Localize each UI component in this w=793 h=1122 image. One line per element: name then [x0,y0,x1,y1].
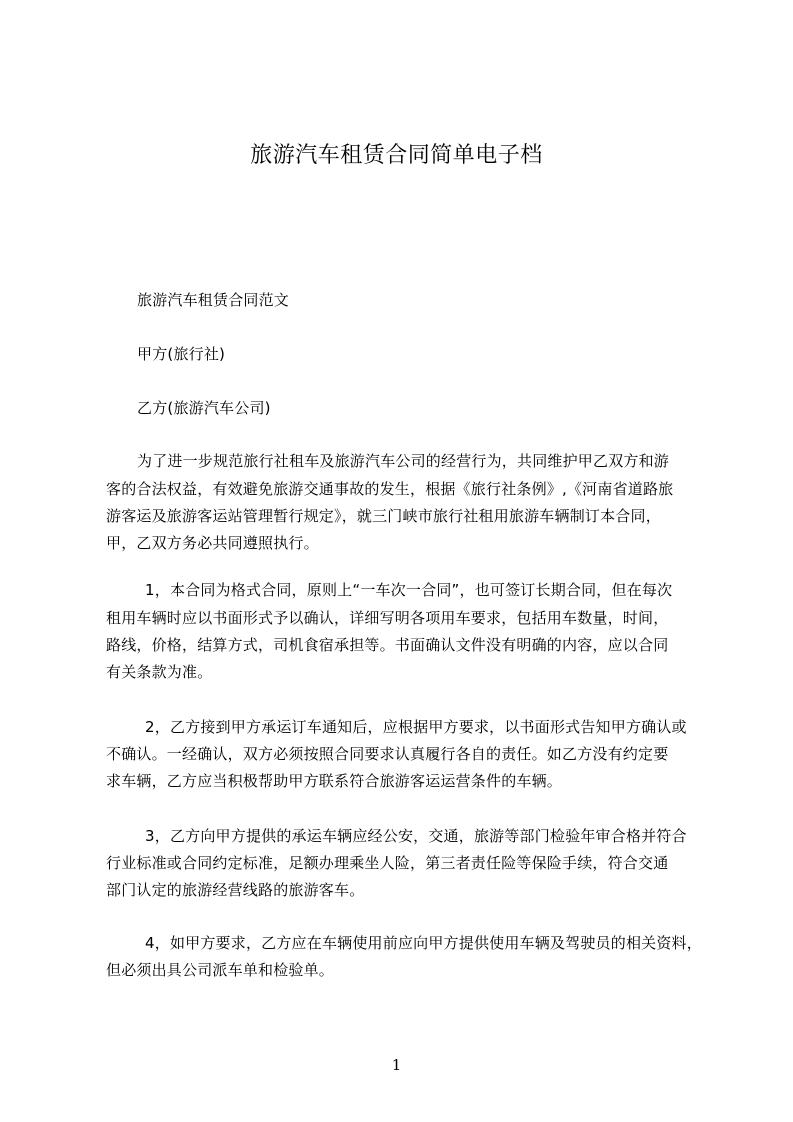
clause-3-line: 行业标准或合同约定标准，足额办理乘坐人险，第三者责任险等保险手续，符合交通 [106,854,669,872]
page-number: 1 [391,1056,402,1074]
clause-1-line: 租用车辆时应以书面形式予以确认，详细写明各项用车要求，包括用车数量，时间， [106,609,669,627]
preamble-line: 客的合法权益，有效避免旅游交通事故的发生，根据《旅行社条例》,《河南省道路旅 [106,480,674,498]
subtitle: 旅游汽车租赁合同范文 [137,291,290,309]
preamble-line: 为了进一步规范旅行社租车及旅游汽车公司的经营行为，共同维护甲乙双方和游 [137,452,670,470]
clause-1-line: 有关条款为准。 [106,663,213,681]
preamble-line: 甲，乙双方务必共同遵照执行。 [106,534,319,552]
clause-1-line: 路线，价格，结算方式，司机食宿承担等。书面确认文件没有明确的内容，应以合同 [106,636,669,654]
clause-2-line: 2，乙方接到甲方承运订车通知后，应根据甲方要求，以书面形式告知甲方确认或 [145,718,687,736]
clause-3-line: 部门认定的旅游经营线路的旅游客车。 [106,881,365,899]
clause-2-line: 不确认。一经确认，双方必须按照合同要求认真履行各自的责任。如乙方没有约定要 [106,745,669,763]
party-a-label: 甲方(旅行社) [137,345,226,363]
clause-1-line: 1，本合同为格式合同，原则上“一车次一合同”，也可签订长期合同，但在每次 [145,581,673,599]
clause-4-line: 4，如甲方要求，乙方应在车辆使用前应向甲方提供使用车辆及驾驶员的相关资料， [145,934,702,952]
document-title: 旅游汽车租赁合同简单电子档 [250,143,543,168]
clause-3-line: 3，乙方向甲方提供的承运车辆应经公安，交通，旅游等部门检验年审合格并符合 [145,827,687,845]
preamble-line: 游客运及旅游客运站管理暂行规定》，就三门峡市旅行社租用旅游车辆制订本合同， [106,507,661,525]
party-b-label: 乙方(旅游汽车公司) [137,399,271,417]
clause-2-line: 求车辆，乙方应当积极帮助甲方联系符合旅游客运运营条件的车辆。 [106,772,563,790]
clause-4-line: 但必须出具公司派车单和检验单。 [106,961,335,979]
